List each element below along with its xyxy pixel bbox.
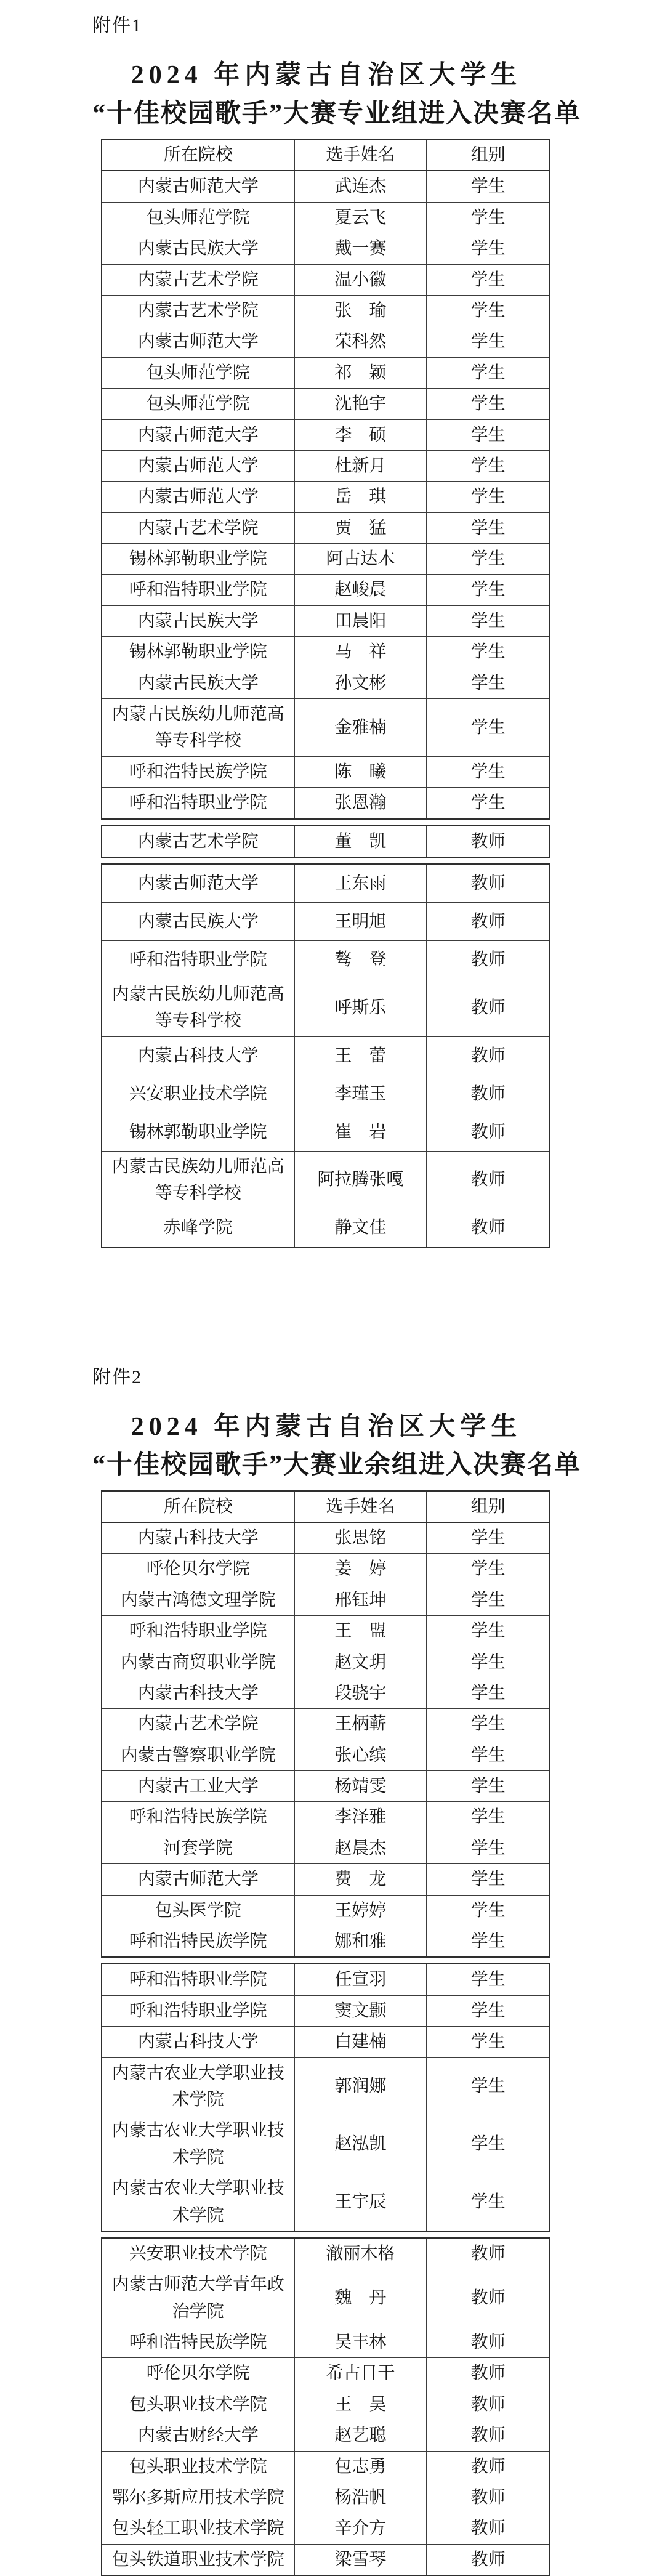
table-row [102, 2513, 550, 2544]
cell-school: 包头医学院 [102, 1895, 294, 1926]
cell-name: 白建楠 [294, 2027, 427, 2057]
attachment-1-title-line1: 2024 年内蒙古自治区大学生 [131, 61, 522, 89]
table-row [102, 1895, 550, 1926]
cell-group: 学生 [427, 1833, 550, 1863]
attachment-2-label: 附件2 [92, 1367, 142, 1387]
table-row [102, 605, 550, 636]
cell-group: 教师 [427, 1151, 550, 1209]
table-row [102, 788, 550, 819]
table-row [102, 2115, 550, 2173]
table-row [102, 668, 550, 698]
cell-group: 学生 [427, 699, 550, 757]
cell-name: 夏云飞 [294, 202, 427, 233]
table-row [102, 2420, 550, 2451]
cell-name: 岳 琪 [294, 482, 427, 512]
table-row [102, 326, 550, 357]
cell-name: 王东雨 [294, 864, 427, 903]
attachment-2-students-rows-2 [102, 1964, 550, 2231]
cell-group: 学生 [427, 2057, 550, 2115]
table-row [102, 699, 550, 757]
attachment-1-label: 附件1 [92, 15, 142, 36]
cell-school: 呼和浩特职业学院 [102, 788, 294, 819]
cell-name: 孙文彬 [294, 668, 427, 698]
cell-name: 娜和雅 [294, 1926, 427, 1958]
cell-school: 锡林郭勒职业学院 [102, 544, 294, 575]
table-row [102, 2451, 550, 2482]
cell-group: 学生 [427, 233, 550, 264]
cell-name: 静文佳 [294, 1209, 427, 1248]
cell-school: 内蒙古民族大学 [102, 605, 294, 636]
cell-school: 呼和浩特民族学院 [102, 756, 294, 787]
cell-school: 呼伦贝尔学院 [102, 1554, 294, 1585]
cell-group: 学生 [427, 450, 550, 481]
cell-school: 内蒙古农业大学职业技术学院 [102, 2173, 294, 2231]
table-row [102, 979, 550, 1036]
cell-name: 王 蕾 [294, 1036, 427, 1075]
cell-school: 内蒙古艺术学院 [102, 264, 294, 295]
cell-group: 学生 [427, 357, 550, 388]
table-row [102, 1678, 550, 1708]
cell-name: 金雅楠 [294, 699, 427, 757]
cell-name: 李泽雅 [294, 1802, 427, 1833]
cell-school: 内蒙古艺术学院 [102, 512, 294, 543]
cell-group: 学生 [427, 605, 550, 636]
attachment-1-bridge-table [101, 825, 550, 858]
cell-name: 祁 颖 [294, 357, 427, 388]
cell-name: 包志勇 [294, 2451, 427, 2482]
cell-group: 学生 [427, 389, 550, 419]
cell-school: 内蒙古师范大学 [102, 1864, 294, 1895]
cell-group: 学生 [427, 512, 550, 543]
cell-group: 学生 [427, 1771, 550, 1802]
table-header [102, 1491, 550, 1522]
cell-group: 教师 [427, 2389, 550, 2420]
cell-group: 学生 [427, 419, 550, 450]
cell-group: 学生 [427, 482, 550, 512]
cell-school: 内蒙古商贸职业学院 [102, 1647, 294, 1678]
cell-group: 教师 [427, 2482, 550, 2513]
cell-group: 学生 [427, 171, 550, 202]
cell-group: 教师 [427, 979, 550, 1036]
table-row [102, 2173, 550, 2231]
attachment-2-section [92, 1352, 582, 2576]
column-header-group: 组别 [427, 1491, 550, 1522]
table-row [102, 450, 550, 481]
cell-name: 杨靖雯 [294, 1771, 427, 1802]
cell-name: 赵艺聪 [294, 2420, 427, 2451]
table-row [102, 1833, 550, 1863]
table-row [102, 202, 550, 233]
cell-name: 戴一赛 [294, 233, 427, 264]
table-row [102, 233, 550, 264]
cell-group: 学生 [427, 1802, 550, 1833]
cell-name: 陈 曦 [294, 756, 427, 787]
cell-school: 内蒙古艺术学院 [102, 826, 294, 857]
cell-school: 呼伦贝尔学院 [102, 2358, 294, 2389]
cell-group: 教师 [427, 2358, 550, 2389]
cell-name: 王 盟 [294, 1616, 427, 1647]
cell-school: 内蒙古农业大学职业技术学院 [102, 2057, 294, 2115]
cell-name: 杨浩帆 [294, 2482, 427, 2513]
cell-group: 教师 [427, 940, 550, 979]
column-header-school: 所在院校 [102, 1491, 294, 1522]
table-row [102, 295, 550, 326]
cell-school: 包头职业技术学院 [102, 2389, 294, 2420]
attachment-2-teachers-table [101, 2237, 550, 2576]
cell-school: 内蒙古师范大学 [102, 482, 294, 512]
cell-name: 王 昊 [294, 2389, 427, 2420]
cell-name: 呼斯乐 [294, 979, 427, 1036]
cell-school: 包头师范学院 [102, 389, 294, 419]
attachment-2-students-table [101, 1490, 550, 1958]
cell-school: 包头职业技术学院 [102, 2451, 294, 2482]
attachment-2-teachers-rows [102, 2238, 550, 2575]
table-row [102, 512, 550, 543]
cell-school: 内蒙古农业大学职业技术学院 [102, 2115, 294, 2173]
cell-group: 教师 [427, 2238, 550, 2269]
cell-name: 王明旭 [294, 902, 427, 940]
attachment-1-teachers-rows [102, 864, 550, 1248]
cell-name: 李 硕 [294, 419, 427, 450]
cell-name: 杜新月 [294, 450, 427, 481]
cell-group: 学生 [427, 1995, 550, 2026]
cell-group: 学生 [427, 264, 550, 295]
cell-school: 内蒙古民族幼儿师范高等专科学校 [102, 1151, 294, 1209]
cell-school: 鄂尔多斯应用技术学院 [102, 2482, 294, 2513]
cell-school: 呼和浩特职业学院 [102, 1616, 294, 1647]
cell-name: 李瑾玉 [294, 1075, 427, 1113]
cell-school: 内蒙古鸿德文理学院 [102, 1585, 294, 1615]
cell-group: 学生 [427, 1864, 550, 1895]
attachment-1-title-line2: “十佳校园歌手”大赛专业组进入决赛名单 [92, 99, 582, 128]
table-row [102, 826, 550, 857]
table-row [102, 264, 550, 295]
cell-group: 学生 [427, 668, 550, 698]
cell-name: 王宇辰 [294, 2173, 427, 2231]
table-row [102, 1616, 550, 1647]
cell-school: 内蒙古科技大学 [102, 1678, 294, 1708]
cell-group: 学生 [427, 2115, 550, 2173]
cell-group: 教师 [427, 826, 550, 857]
table-header-row [102, 139, 550, 171]
table-row [102, 2238, 550, 2269]
table-row [102, 902, 550, 940]
table-row [102, 1709, 550, 1740]
table-row [102, 419, 550, 450]
table-row [102, 1802, 550, 1833]
cell-name: 吴丰林 [294, 2327, 427, 2358]
cell-group: 学生 [427, 326, 550, 357]
table-row [102, 1522, 550, 1554]
cell-name: 希古日干 [294, 2358, 427, 2389]
cell-name: 温小徽 [294, 264, 427, 295]
table-row [102, 1554, 550, 1585]
cell-group: 学生 [427, 1926, 550, 1958]
cell-name: 董 凯 [294, 826, 427, 857]
cell-name: 赵峻晨 [294, 575, 427, 605]
table-row [102, 1771, 550, 1802]
attachment-1-students-table [101, 139, 550, 820]
table-row [102, 482, 550, 512]
cell-name: 张心缤 [294, 1740, 427, 1770]
cell-school: 兴安职业技术学院 [102, 2238, 294, 2269]
table-row [102, 544, 550, 575]
table-row [102, 1151, 550, 1209]
cell-school: 内蒙古工业大学 [102, 1771, 294, 1802]
table-row [102, 1209, 550, 1248]
cell-school: 内蒙古民族幼儿师范高等专科学校 [102, 699, 294, 757]
cell-name: 姜 婷 [294, 1554, 427, 1585]
attachment-2-title-line1: 2024 年内蒙古自治区大学生 [131, 1412, 522, 1441]
cell-school: 内蒙古民族幼儿师范高等专科学校 [102, 979, 294, 1036]
attachment-2-students-table-2 [101, 1963, 550, 2232]
cell-group: 学生 [427, 575, 550, 605]
cell-name: 赵文玥 [294, 1647, 427, 1678]
cell-school: 呼和浩特职业学院 [102, 940, 294, 979]
cell-group: 学生 [427, 756, 550, 787]
cell-school: 内蒙古艺术学院 [102, 295, 294, 326]
cell-group: 学生 [427, 2027, 550, 2057]
cell-group: 教师 [427, 864, 550, 903]
table-row [102, 1075, 550, 1113]
cell-name: 邢钰坤 [294, 1585, 427, 1615]
table-row [102, 1113, 550, 1151]
cell-group: 教师 [427, 1209, 550, 1248]
cell-school: 呼和浩特职业学院 [102, 1964, 294, 1995]
cell-name: 任宣羽 [294, 1964, 427, 1995]
cell-group: 教师 [427, 2513, 550, 2544]
cell-group: 教师 [427, 1113, 550, 1151]
cell-group: 学生 [427, 295, 550, 326]
cell-group: 教师 [427, 2451, 550, 2482]
cell-school: 呼和浩特民族学院 [102, 1926, 294, 1958]
cell-name: 荣科然 [294, 326, 427, 357]
column-header-name: 选手姓名 [294, 139, 427, 171]
cell-name: 王柄蕲 [294, 1709, 427, 1740]
cell-group: 学生 [427, 1616, 550, 1647]
cell-name: 段骁宇 [294, 1678, 427, 1708]
cell-school: 内蒙古艺术学院 [102, 1709, 294, 1740]
cell-name: 武连杰 [294, 171, 427, 202]
table-row [102, 2358, 550, 2389]
cell-school: 内蒙古科技大学 [102, 1522, 294, 1554]
cell-school: 内蒙古财经大学 [102, 2420, 294, 2451]
attachment-2-title-line2: “十佳校园歌手”大赛业余组进入决赛名单 [92, 1451, 582, 1480]
cell-school: 内蒙古警察职业学院 [102, 1740, 294, 1770]
cell-school: 内蒙古民族大学 [102, 668, 294, 698]
table-row [102, 1964, 550, 1995]
cell-school: 河套学院 [102, 1833, 294, 1863]
table-row [102, 1864, 550, 1895]
cell-name: 辛介方 [294, 2513, 427, 2544]
cell-school: 内蒙古师范大学 [102, 419, 294, 450]
cell-school: 呼和浩特职业学院 [102, 1995, 294, 2026]
cell-school: 内蒙古科技大学 [102, 2027, 294, 2057]
cell-school: 包头师范学院 [102, 357, 294, 388]
table-row [102, 1647, 550, 1678]
cell-group: 教师 [427, 902, 550, 940]
attachment-1-section [92, 0, 582, 1248]
cell-school: 呼和浩特民族学院 [102, 1802, 294, 1833]
table-row [102, 1585, 550, 1615]
cell-group: 学生 [427, 637, 550, 668]
cell-name: 张 瑜 [294, 295, 427, 326]
cell-group: 学生 [427, 1554, 550, 1585]
table-row [102, 2027, 550, 2057]
table-row [102, 756, 550, 787]
cell-school: 兴安职业技术学院 [102, 1075, 294, 1113]
cell-school: 内蒙古师范大学青年政治学院 [102, 2269, 294, 2327]
cell-name: 张恩瀚 [294, 788, 427, 819]
table-row [102, 1740, 550, 1770]
cell-name: 阿古达木 [294, 544, 427, 575]
cell-name: 崔 岩 [294, 1113, 427, 1151]
cell-school: 内蒙古师范大学 [102, 171, 294, 202]
column-header-name: 选手姓名 [294, 1491, 427, 1522]
table-row [102, 575, 550, 605]
cell-school: 内蒙古师范大学 [102, 450, 294, 481]
cell-name: 田晨阳 [294, 605, 427, 636]
table-header-row [102, 1491, 550, 1522]
cell-group: 学生 [427, 1964, 550, 1995]
table-row [102, 1036, 550, 1075]
cell-name: 梁雪琴 [294, 2544, 427, 2575]
column-header-group: 组别 [427, 139, 550, 171]
cell-group: 学生 [427, 1678, 550, 1708]
table-row [102, 389, 550, 419]
cell-name: 窦文颢 [294, 1995, 427, 2026]
cell-school: 内蒙古民族大学 [102, 902, 294, 940]
table-row [102, 2482, 550, 2513]
table-row [102, 2269, 550, 2327]
cell-name: 郭润娜 [294, 2057, 427, 2115]
cell-school: 内蒙古科技大学 [102, 1036, 294, 1075]
cell-school: 呼和浩特职业学院 [102, 575, 294, 605]
table-row [102, 2327, 550, 2358]
cell-group: 教师 [427, 2327, 550, 2358]
cell-school: 包头师范学院 [102, 202, 294, 233]
table-row [102, 2389, 550, 2420]
cell-school: 包头轻工职业技术学院 [102, 2513, 294, 2544]
table-row [102, 940, 550, 979]
cell-name: 阿拉腾张嘎 [294, 1151, 427, 1209]
cell-school: 赤峰学院 [102, 1209, 294, 1248]
cell-school: 内蒙古师范大学 [102, 864, 294, 903]
table-row [102, 1926, 550, 1958]
cell-school: 锡林郭勒职业学院 [102, 1113, 294, 1151]
cell-name: 马 祥 [294, 637, 427, 668]
cell-group: 学生 [427, 1522, 550, 1554]
table-header [102, 139, 550, 171]
cell-group: 教师 [427, 1075, 550, 1113]
cell-group: 学生 [427, 788, 550, 819]
cell-school: 内蒙古师范大学 [102, 326, 294, 357]
cell-group: 学生 [427, 1647, 550, 1678]
cell-school: 锡林郭勒职业学院 [102, 637, 294, 668]
attachment-2-students-rows [102, 1522, 550, 1957]
table-row [102, 637, 550, 668]
cell-group: 教师 [427, 2269, 550, 2327]
cell-name: 王婷婷 [294, 1895, 427, 1926]
cell-school: 呼和浩特民族学院 [102, 2327, 294, 2358]
table-row [102, 2544, 550, 2575]
cell-name: 张思铭 [294, 1522, 427, 1554]
cell-school: 包头铁道职业技术学院 [102, 2544, 294, 2575]
cell-name: 贾 猛 [294, 512, 427, 543]
cell-group: 学生 [427, 1740, 550, 1770]
cell-group: 学生 [427, 544, 550, 575]
cell-school: 内蒙古民族大学 [102, 233, 294, 264]
cell-name: 澈丽木格 [294, 2238, 427, 2269]
cell-group: 学生 [427, 2173, 550, 2231]
cell-name: 赵晨杰 [294, 1833, 427, 1863]
cell-group: 学生 [427, 202, 550, 233]
table-row [102, 171, 550, 202]
cell-group: 教师 [427, 2544, 550, 2575]
cell-group: 教师 [427, 2420, 550, 2451]
table-row [102, 2057, 550, 2115]
cell-name: 魏 丹 [294, 2269, 427, 2327]
cell-name: 费 龙 [294, 1864, 427, 1895]
cell-name: 骜 登 [294, 940, 427, 979]
attachment-1-students-rows [102, 171, 550, 818]
attachment-1-bridge-rows [102, 826, 550, 857]
cell-name: 沈艳宇 [294, 389, 427, 419]
table-row [102, 357, 550, 388]
table-row [102, 1995, 550, 2026]
cell-group: 教师 [427, 1036, 550, 1075]
cell-name: 赵泓凯 [294, 2115, 427, 2173]
attachment-1-teachers-table [101, 863, 550, 1248]
column-header-school: 所在院校 [102, 139, 294, 171]
cell-group: 学生 [427, 1895, 550, 1926]
table-row [102, 864, 550, 903]
cell-group: 学生 [427, 1709, 550, 1740]
cell-group: 学生 [427, 1585, 550, 1615]
